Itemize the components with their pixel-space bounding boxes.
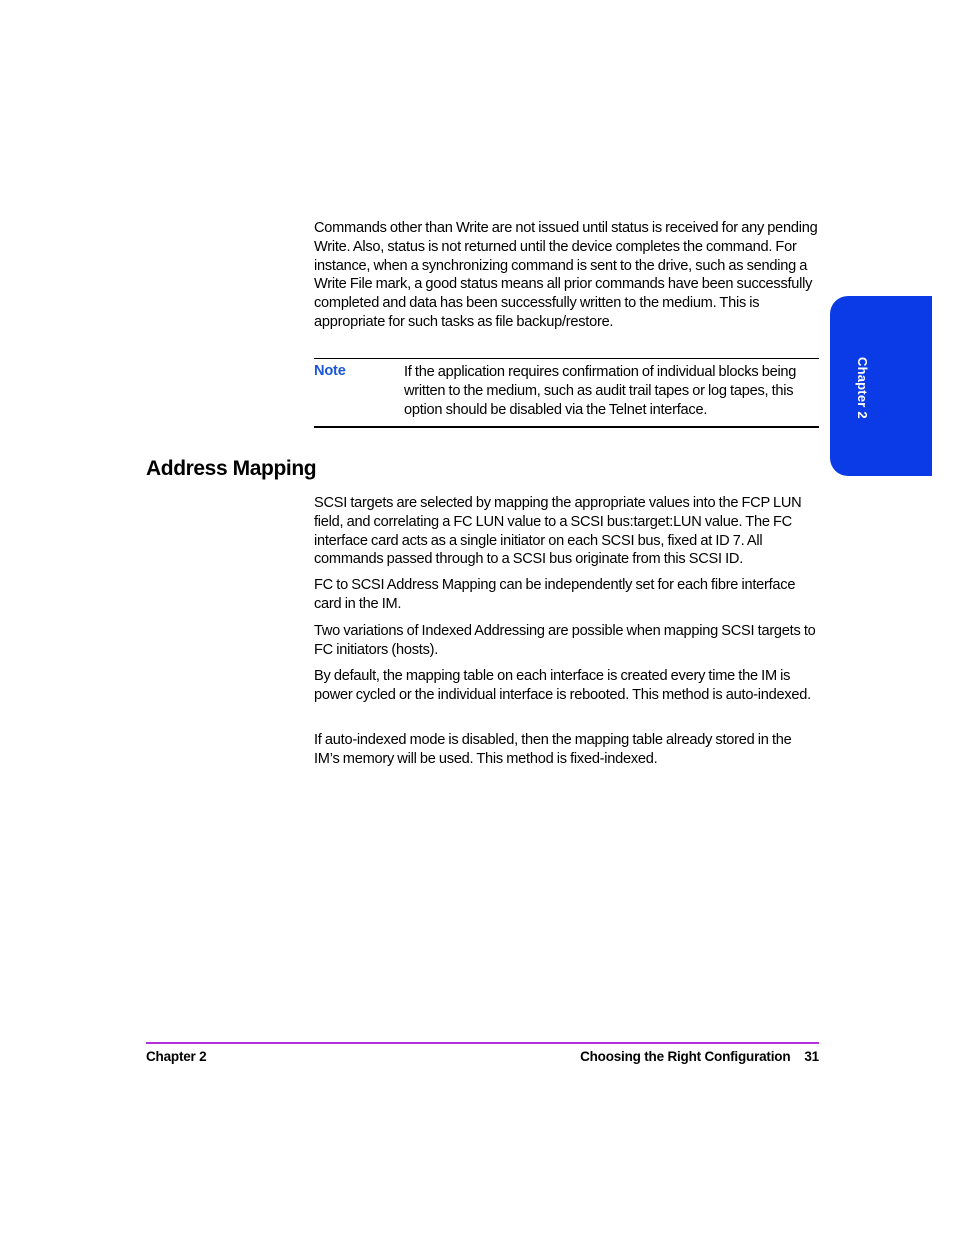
paragraph-fixed-indexed (314, 731, 820, 769)
term-fixed-indexed: fixed-indexed (570, 750, 654, 767)
paragraph-address-mapping: FC to SCSI Address Mapping can be independently set for each fibre interface card in the IM. (314, 577, 796, 612)
paragraph-indexed-addressing: Two variations of Indexed Addressing are possible when mapping SCSI targets to FC initiators (hosts). (314, 623, 816, 658)
paragraph-auto-indexed-text: By default, the mapping table on each interface is created every time the IM is power cycled or the individual interface is rebooted. This method is (314, 668, 791, 703)
note-top-rule (314, 358, 819, 359)
note-bottom-rule (314, 426, 819, 428)
note-text: If the application requires confirmation of individual blocks being written to the medium, such as audit trail tapes or log tapes, this option should be disabled via the Telnet interface. (404, 364, 797, 418)
section-heading: Address Mapping (146, 457, 317, 480)
chapter-side-tab (830, 296, 932, 476)
intro-paragraph: Commands other than Write are not issued until status is received for any pending Write. Also, status is not returned until the device completes the command. For instance, when a synchronizing command is sent to the drive, such as sending a Write File mark, a good status means all prior commands have been successfully completed and data has been successfully written to the medium. This is appropriate for such tasks as file backup/restore. (314, 220, 818, 330)
term-auto-indexed: auto-indexed (725, 686, 808, 703)
page-number: 31 (804, 1049, 819, 1064)
footer-right (580, 1049, 819, 1064)
paragraph-scsi-targets: SCSI targets are selected by mapping the appropriate values into the FCP LUN field, and correlating a FC LUN value to a SCSI bus:target:LUN value. The FC interface card acts as a single initiator on each SCSI bus, fixed at ID 7. All commands passed through to a SCSI bus originate from this SCSI ID. (314, 495, 802, 568)
chapter-side-tab-label: Chapter 2 (855, 357, 870, 419)
footer-title: Choosing the Right Configuration (580, 1049, 791, 1064)
paragraph-auto-indexed-end: . (807, 686, 811, 703)
paragraph-fixed-indexed-end: . (653, 750, 658, 767)
note-label: Note (314, 363, 346, 379)
footer-chapter: Chapter 2 (146, 1049, 207, 1064)
paragraph-fixed-indexed-text: If auto-indexed mode is disabled, then the mapping table already stored in the IM’s memory will be used. This method is (314, 732, 792, 767)
paragraph-auto-indexed (314, 667, 820, 705)
footer-rule (146, 1042, 819, 1044)
